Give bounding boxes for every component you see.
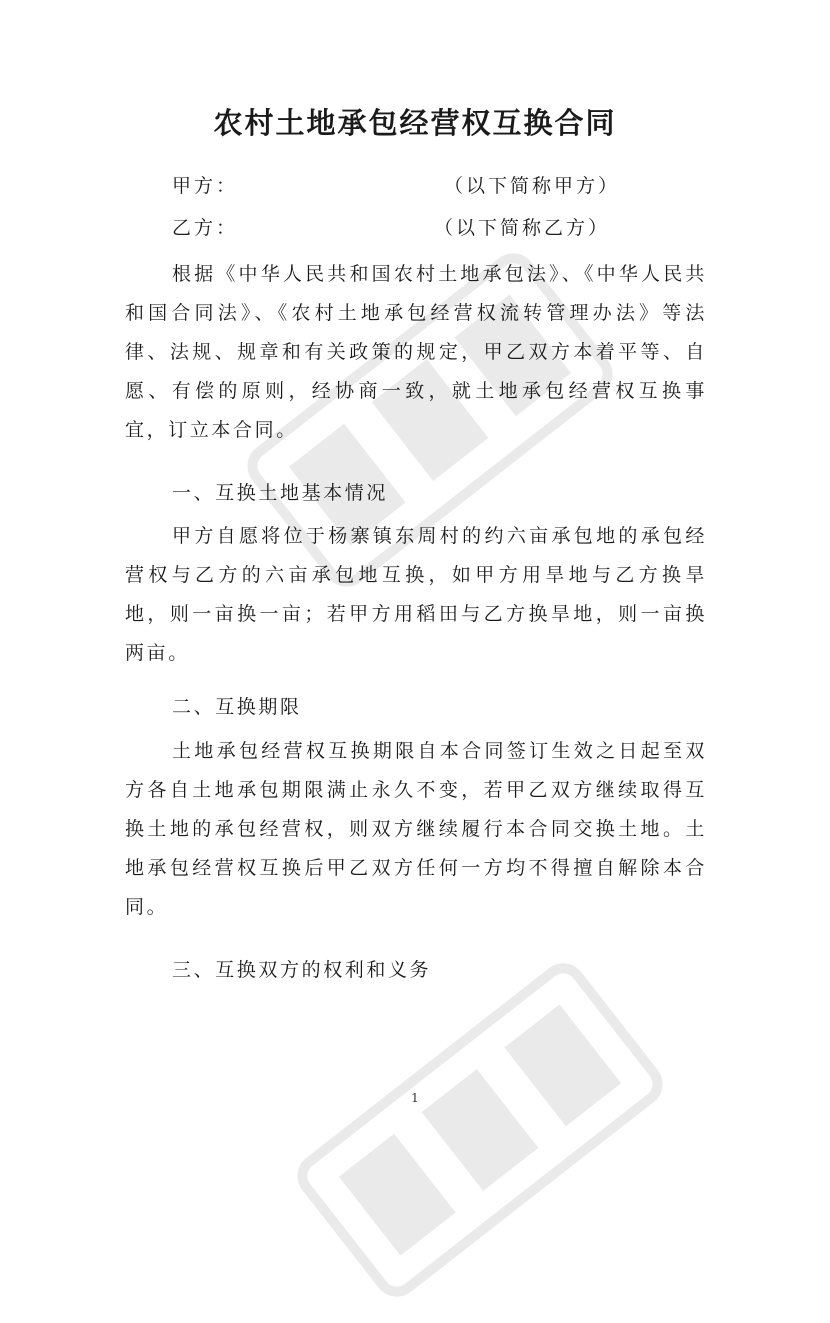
intro-paragraph: 根据《中华人民共和国农村土地承包法》、《中华人民共和国合同法》、《农村土地承包经营权流转管理办法》等法律、法规、规章和有关政策的规定，甲乙双方本着平等、自愿、有偿的原则，经协商一致，就土地承包经营权互换事宜，订立本合同。 bbox=[125, 263, 707, 441]
watermark-logo bbox=[277, 940, 684, 1319]
page-number: 1 bbox=[411, 1091, 419, 1105]
party-b-line bbox=[172, 213, 611, 243]
document-title: 农村土地承包经营权互换合同 bbox=[213, 106, 617, 140]
section-heading: 三、互换双方的权利和义务 bbox=[172, 959, 432, 981]
party-b-note: （以下简称乙方） bbox=[434, 217, 611, 239]
party-b-label: 乙方： bbox=[172, 217, 239, 239]
section-paragraph: 土地承包经营权互换期限自本合同签订生效之日起至双方各自土地承包期限满止永久不变，若甲乙双方继续取得互换土地的承包经营权，则双方继续履行本合同交换土地。土地承包经营权互换后甲乙双方任何一方均不得擅自解除本合同。 bbox=[125, 740, 707, 918]
party-a-note: （以下简称甲方） bbox=[444, 175, 621, 197]
section-paragraph: 甲方自愿将位于杨寨镇东周村的约六亩承包地的承包经营权与乙方的六亩承包地互换，如甲方用旱地与乙方换旱地，则一亩换一亩；若甲方用稻田与乙方换旱地，则一亩换两亩。 bbox=[125, 525, 707, 664]
section-heading: 二、互换期限 bbox=[172, 696, 302, 718]
party-a-label: 甲方： bbox=[172, 175, 239, 197]
section-heading: 一、互换土地基本情况 bbox=[172, 482, 389, 504]
party-a-line bbox=[172, 171, 621, 201]
